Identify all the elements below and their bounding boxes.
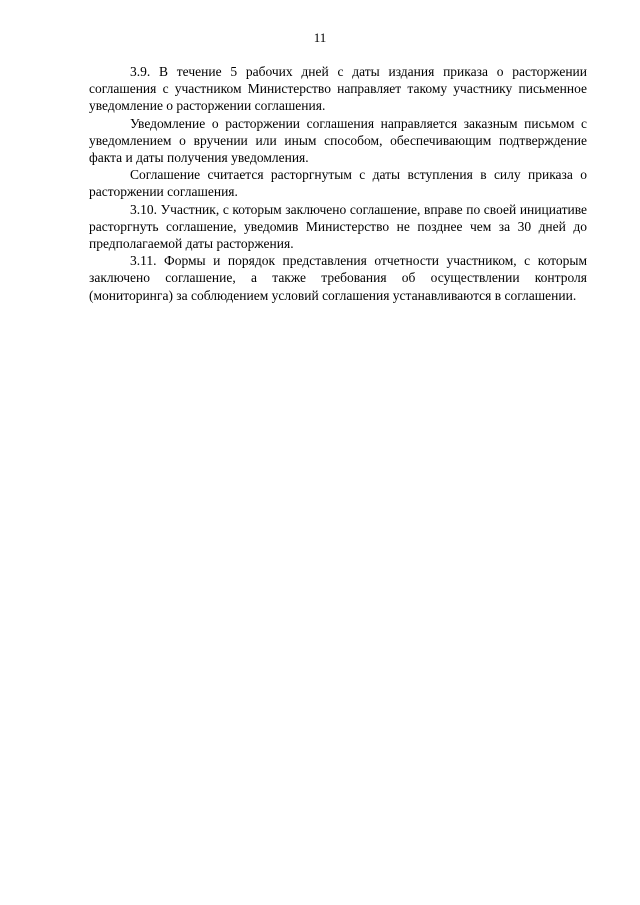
- document-body: [89, 63, 587, 304]
- paragraph-notification: Уведомление о расторжении соглашения направляется заказным письмом с уведомлением о вручении или иным способом, обеспечивающим подтверждение факта и даты получения уведомления.: [89, 115, 587, 166]
- paragraph-3-10: 3.10. Участник, с которым заключено соглашение, вправе по своей инициативе расторгнуть соглашение, уведомив Министерство не позднее чем за 30 дней до предполагаемой даты расторжения.: [89, 201, 587, 252]
- paragraph-3-9: 3.9. В течение 5 рабочих дней с даты издания приказа о расторжении соглашения с участником Министерство направляет такому участнику письменное уведомление о расторжении соглашения.: [89, 64, 587, 114]
- paragraph-termination-effect: Соглашение считается расторгнутым с даты вступления в силу приказа о расторжении соглашения.: [89, 167, 587, 200]
- page-number: 11: [313, 30, 327, 45]
- paragraph-3-11: 3.11. Формы и порядок представления отчетности участником, с которым заключено соглашение, а также требования об осуществлении контроля (мониторинга) за соблюдением условий соглашения устанавливаются в соглашении.: [89, 253, 587, 303]
